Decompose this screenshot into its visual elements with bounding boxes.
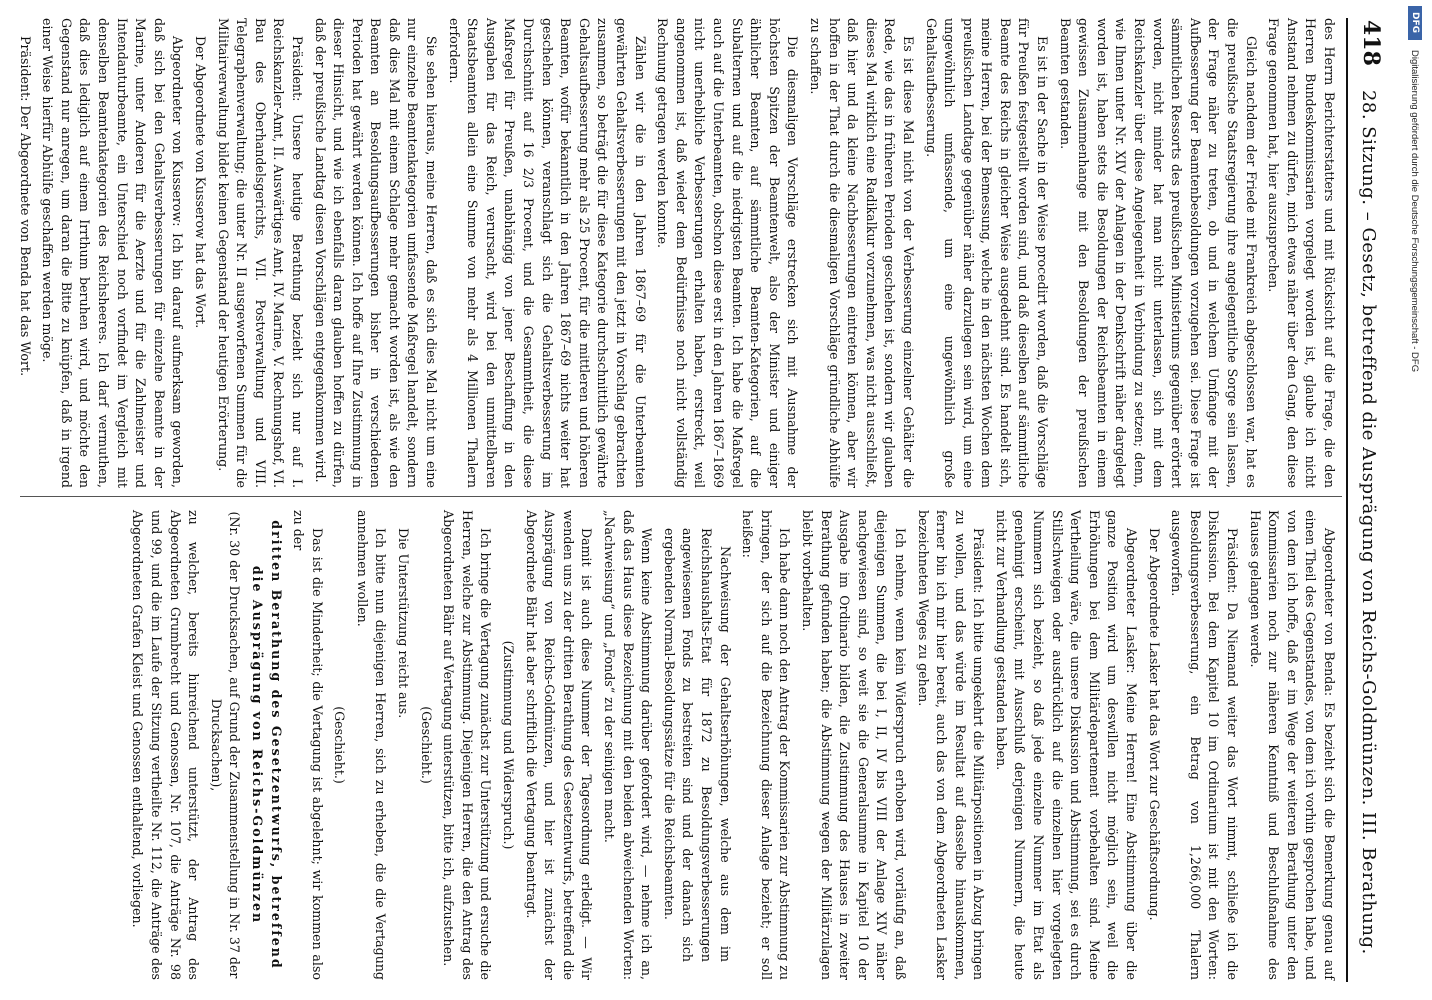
paragraph: Abgeordneter Lasker: Meine Herren! Eine Abstimmung über die ganze Position wird um deswillen nicht möglich sein, weil die Erhöhungen bei dem Militärdepartement vorbehalten sind. Meine Vertheilung wäre, die unsere Diskussion und Abstimmung, sei es durch Stillschweigen oder ausdrücklich auf die einzelnen hier vorgelegten Nummern sich bezieht, so daß jede einzelne Nummer im Etat als genehmigt erscheint, mit Ausschluß derjenigen Nummern, die heute nicht zur Verhandlung gestanden haben. bbox=[993, 510, 1140, 980]
dfg-logo: DFG bbox=[1408, 6, 1422, 40]
running-title: 28. Sitzung. – Gesetz, betreffend die Ausprägung von Reichs-Goldmünzen. III. Berathung. bbox=[1358, 89, 1379, 955]
paragraph: Damit ist auch diese Nummer der Tagesordnung erledigt. — Wir wenden uns zu der dritten Berathung des Gesetzentwurfs, betreffend die Ausprägung von Reichs-Goldmünzen, und hier ist zunächst der Abgeordnete Bähr hat aber schriftlich die Vertagung beantragt. bbox=[523, 510, 595, 980]
section-subheading: (Nr. 30 der Drucksachen, auf Grund der Zusammenstellung in Nr. 37 der Drucksachen), bbox=[208, 511, 243, 979]
paragraph: Abgeordneter von Benda: Es bezieht sich die Bemerkung genau auf einen Theil des Gegenstandes, von dem ich vorhin gesprochen habe, und von dem ich hoffe, daß er im Wege der weiteren Berathung unter den Kommissarien noch zur näheren Kenntniß und Beschlußnahme des Hauses gelangen werde. bbox=[1247, 510, 1337, 980]
page-header bbox=[1358, 20, 1398, 980]
paragraph: Zählen wir die in den Jahren 1867–69 für die Unterbeamten gewährten Gehaltsverbesserungen mit den jetzt in Vorschlag gebrachten zusammen, so beträgt die für diese Kategorie durchschnittlich gewährte Gehaltsaufbesserung mehr als 25 Procent, für die mittleren und höheren Beamten, wofür bekanntlich in den Jahren 1867–69 nichts weiter hat geschehen können, veranschlagt sich die Gehaltsverbesserung im Durchschnitt auf 16 2/3 Procent, und die Gesammtheit, die diese Maßregel für Preußen, unabhängig von jener Beschaffung in den Ausgaben für das Reich, verursacht, wird bei den unmittelbaren Staatsbeamten allein eine Summe von mehr als 4 Millionen Thalern erfordern. bbox=[446, 18, 648, 488]
paragraph: Gleich nachdem der Friede mit Frankreich abgeschlossen war, hat es die preußische Staatsregierung ihre angelegentliche Sorge sein lassen, der Frage näher zu treten, ob und in welchem Umfange mit der Aufbesserung der Beamtenbesoldungen vorzugehen sei. Diese Frage ist sämmtlichen Ressorts des preußischen Ministeriums gegenüber erörtert worden, nicht minder hat man nicht unterlassen, sich mit dem Reichskanzler über diese Angelegenheit in Verbindung zu setzen; denn, wie Ihnen unter Nr. XIV der Anlagen in der Denkschrift näher dargelegt worden ist, haben stets die Besoldungen der Reichsbeamten in einem gewissen Zusammenhange mit den Besoldungen der preußischen Beamten gestanden. bbox=[1057, 18, 1259, 488]
stage-direction: (Zustimmung und Widerspruch.) bbox=[501, 640, 517, 850]
page-number: 418 bbox=[1358, 20, 1384, 66]
paragraph: Präsident: Da Niemand weiter das Wort nimmt, schließe ich die Diskussion. Bei dem Kapitel 10 im Ordinarium ist mit den Worten: Besoldungsverbesserung, ein Betrag von 1,266,000 Thalern ausgeworfen. bbox=[1169, 510, 1241, 980]
header-rule bbox=[1346, 18, 1348, 982]
paragraph: Die diesmaligen Vorschläge erstrecken sich mit Ausnahme der höchsten Spitzen der Beamtenwelt, also der Minister und einiger ähnlicher Beamten, auf sämmtliche Beamten-Kategorien, auf die Subalternen und auf die niedrigsten Beamten. Ich habe die Maßregel auch auf die Unterbeamten, obschon diese erst in den Jahren 1867–1869 nicht unerhebliche Verbesserungen erhalten haben, erstreckt, weil angenommen ist, daß wieder dem Bedürfnisse noch nicht vollständig Rechnung getragen werden konnte. bbox=[655, 18, 801, 488]
stage-direction: (Geschieht.) bbox=[332, 706, 348, 784]
paragraph: Es ist in der Sache in der Weise procedirt worden, daß die Vorschläge für Preußen festgestellt worden sind, und daß dieselben auf sämmtliche Beamte des Reichs in gleicher Weise ausgedehnt sind. Es handelt sich, meine Herren, bei der Bemessung, welche in den nächsten Wochen dem preußischen Landtage gegenüber näher darzulegen sein wird, um eine ungewöhnlich umfassende, um eine ungewöhnlich große Gehaltsaufbesserung. bbox=[923, 18, 1051, 488]
paragraph: Der Abgeordnete Lasker hat das Wort zur Geschäftsordnung. bbox=[1146, 528, 1162, 921]
paragraph: zu welcher, bereits hinreichend unterstützt, der Antrag des Abgeordneten Grumbrecht und Genossen, Nr. 107, die Anträge Nr. 98 und 99, und die im Laufe der Sitzung vertheilte Nr. 112, die Anträge des Abgeordneten Grafen Kleist und Genossen enthaltend, vorliegen. bbox=[130, 510, 202, 980]
paragraph: Es ist diese Mal nicht von der Verbesserung einzelner Gehälter die Rede, wie das in früheren Perioden geschehen ist, sondern wir glauben dieses Mal wirklich eine Radikalkur vorzunehmen, was nicht ausschließt, daß hier und da kleine Nachbesserungen eintreten können, aber wir hoffen in der That durch die diesmaligen Vorschläge gründliche Abhülfe zu schaffen. bbox=[807, 18, 916, 488]
quoted-paragraph: Nachweisung der Gehaltserhöhungen, welche aus dem im Reichshaushalts-Etat für 1872 zu Besoldungsverbesserungen angewiesenen Fonds zu bestreiten sind und der danach sich ergebenden Normal-Besoldungssätze für die Reichsbeamten. bbox=[661, 528, 733, 962]
digitization-credit-strip bbox=[1402, 0, 1432, 1000]
digitization-credit: Digitalisierung gefördert durch die Deutsche Forschungsgemeinschaft - DFG bbox=[1409, 50, 1420, 373]
paragraph: Ich nehme, wenn kein Widerspruch erhoben wird, vorläufig an, daß diejenigen Summen, die bei I, II, IV bis VIII der Anlage XIV näher nachgewiesen sind, so weit sie die Generalsumme in Kapitel 10 der Ausgabe im Ordinario bilden, die Zustimmung des Hauses in zweiter Berathung gefunden haben; die Abstimmung wegen der Militärzulagen bleibt vorbehalten. bbox=[799, 510, 908, 980]
paragraph: Sie sehen hieraus, meine Herren, daß es sich dies Mal nicht um eine nur einzelne Beamtenkategorien umfassende Maßregel handelt, sondern daß dies Mal mit einem Schlage mehr gemacht worden ist, als wie den Beamten an Besoldungsaufbesserungen bisher in verschiedenen Perioden hat gewährt werden können. Ich hoffe auf Ihre Zustimmung in dieser Hinsicht, und wie ich ebenfalls daran glauben hoffen zu dürfen, daß der preußische Landtag diesen Vorschlägen entgegenkommen wird. bbox=[312, 18, 440, 488]
right-column bbox=[20, 510, 1338, 980]
paragraph: Das ist die Minderheit; die Vertagung ist abgelehnt; wir kommen also zu der bbox=[291, 510, 325, 980]
paragraph: Ich bitte nun diejenigen Herren, sich zu erheben, die die Vertagung annehmen wollen. bbox=[354, 510, 389, 980]
paragraph: Der Abgeordnete von Kusserow hat das Wort. bbox=[192, 36, 208, 329]
left-column bbox=[17, 18, 1338, 488]
paragraph: Abgeordneter von Kusserow: Ich bin darauf aufmerksam geworden, daß sich bei den Gehaltsverbesserungen für einzelne Beamte in der Marine, unter Anderen für die Aerzte und für die Zahlmeister und Intendanturbeamte, ein Unterschied noch vorfindet im Vergleich mit denselben Beamtenkategorien des Reichsheeres. Ich darf vermuthen, daß dies lediglich auf einem Irrthum beruhen wird, und möchte den Gegenstand nur anregen, um daran die Bitte zu knüpfen, daß in irgend einer Weise hierfür Abhülfe geschaffen werden möge. bbox=[40, 18, 186, 488]
paragraph: Präsident: Ich bitte umgekehrt die Militärpositionen in Abzug bringen zu wollen, und das würde im Resultat auf dasselbe hinauskommen, ferner bin ich mir hier bereit, auch das von dem Abgeordneten Lasker bezeichneten Weges zu gehen. bbox=[915, 510, 987, 980]
paragraph: Präsident: Unsere heutige Berathung bezieht sich nur auf I. Reichskanzler-Amt, II. Auswärtiges Amt, IV. Marine, V. Rechnungshof, VI. Bau des Oberhandelsgerichts, VII. Postverwaltung und VIII. Telegraphenverwaltung; die unter Nr. II ausgeworfenen Summen für die Militairverwaltung bildet keinen Gegenstand der heutigen Erörterung. bbox=[215, 18, 305, 488]
paragraph: Wenn keine Abstimmung darüber gefordert wird, — nehme ich an, daß das Haus diese Bezeichnung mit den beiden abweichenden Worten: „Nachweisung“ und „Fonds“ zu der seinigen macht. bbox=[602, 510, 655, 980]
paragraph: Präsident: Der Abgeordnete von Benda hat das Wort. bbox=[17, 36, 33, 377]
section-heading: dritten Berathung des Gesetzentwurfs, betreffend die Ausprägung von Reichs-Goldmünzen bbox=[249, 520, 284, 970]
paragraph: Ich bringe die Vertagung zunächst zur Unterstützung und ersuche die Herren, welche zur Abstimmung. Diejenigen Herren, die den Antrag des Abgeordneten Bähr auf Vertagung unterstützen, bitte ich, aufzustehen. bbox=[441, 510, 494, 980]
paragraph: Ich habe dann noch den Antrag der Kommissarien zur Abstimmung zu bringen, der sich auf die Bezeichnung dieser Anlage bezieht; er soll heißen: bbox=[740, 510, 793, 980]
column-divider bbox=[20, 496, 1342, 497]
paragraph: Die Unterstützung reicht aus. bbox=[396, 528, 412, 719]
rotated-document-page bbox=[10, 10, 1400, 990]
paragraph: des Herrn Berichterstatters und mit Rücksicht auf die Frage, die den Herren Bundeskommissarien vorgelegt worden ist, glaube ich nicht Anstand nehmen zu dürfen, mich etwas näher über den Gang, den diese Frage genommen hat, hier auszusprechen. bbox=[1266, 18, 1337, 488]
stage-direction: (Geschieht.) bbox=[418, 706, 434, 784]
